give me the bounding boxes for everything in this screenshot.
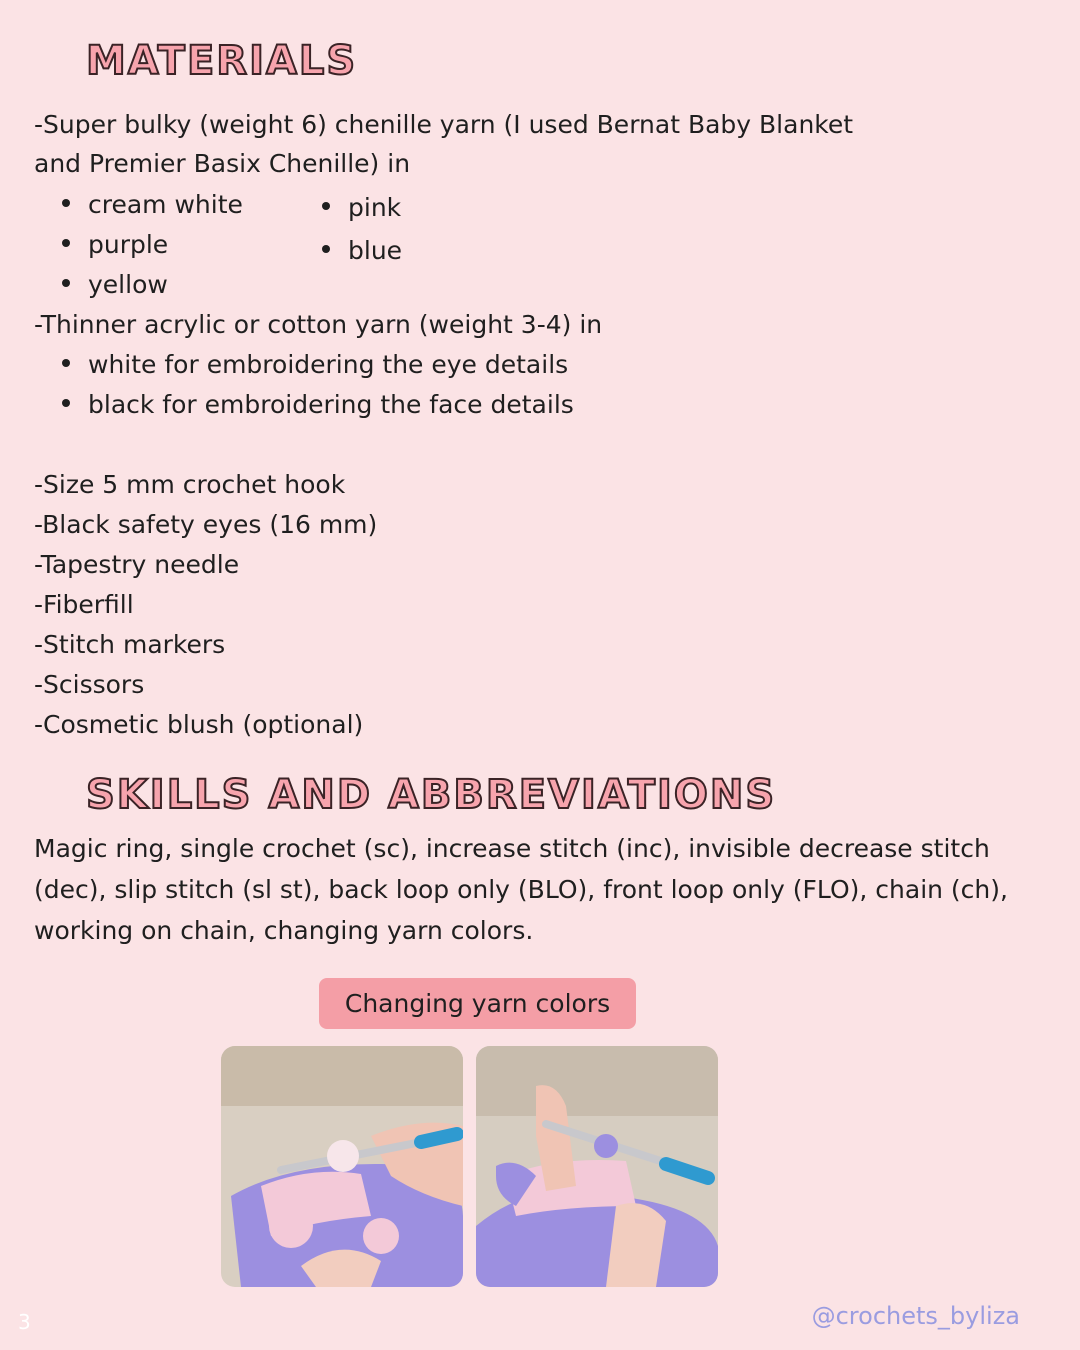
color-list-item <box>322 195 401 220</box>
tool-item: -Tapestry needle <box>34 550 240 579</box>
thin-yarn-item <box>62 352 568 377</box>
yarn-line-2: and Premier Basix Chenille) in <box>34 149 411 178</box>
tool-item: -Size 5 mm crochet hook <box>34 470 346 499</box>
tool-item: -Stitch markers <box>34 630 226 659</box>
bullet-dot <box>322 202 330 210</box>
bullet-dot <box>62 359 70 367</box>
color-label: yellow <box>88 270 168 299</box>
color-list-item <box>62 192 243 217</box>
bullet-dot <box>62 279 70 287</box>
crochet-photo-left <box>221 1046 463 1287</box>
tool-item: -Scissors <box>34 670 145 699</box>
tool-item: -Cosmetic blush (optional) <box>34 710 364 739</box>
skills-heading: SKILLS AND ABBREVIATIONS <box>86 772 777 818</box>
color-label: purple <box>88 230 169 259</box>
color-list-item <box>62 272 168 297</box>
skills-paragraph: Magic ring, single crochet (sc), increase stitch (inc), invisible decrease stitch (dec), slip stitch (sl st), back loop only (BLO), front loop only (FLO), chain (ch), working on chain, changing yarn colors. <box>34 834 1008 945</box>
author-handle: @crochets_byliza <box>811 1302 1020 1330</box>
materials-heading: MATERIALS <box>86 38 358 84</box>
bullet-dot <box>62 239 70 247</box>
photo-caption: Changing yarn colors <box>319 978 636 1029</box>
thin-yarn-item <box>62 392 574 417</box>
thin-yarn-line: -Thinner acrylic or cotton yarn (weight 3-4) in <box>34 310 603 339</box>
bullet-dot <box>322 245 330 253</box>
yarn-line-1: -Super bulky (weight 6) chenille yarn (I used Bernat Baby Blanket <box>34 110 854 139</box>
color-label: pink <box>348 193 402 222</box>
tool-item: -Black safety eyes (16 mm) <box>34 510 378 539</box>
thin-yarn-label: white for embroidering the eye details <box>88 350 569 379</box>
thin-yarn-label: black for embroidering the face details <box>88 390 574 419</box>
color-label: cream white <box>88 190 243 219</box>
color-label: blue <box>348 236 403 265</box>
page-number: 3 <box>18 1310 31 1334</box>
bullet-dot <box>62 399 70 407</box>
crochet-photo-right <box>476 1046 718 1287</box>
bullet-dot <box>62 199 70 207</box>
color-list-item <box>322 238 402 263</box>
tool-item: -Fiberfill <box>34 590 134 619</box>
color-list-item <box>62 232 168 257</box>
